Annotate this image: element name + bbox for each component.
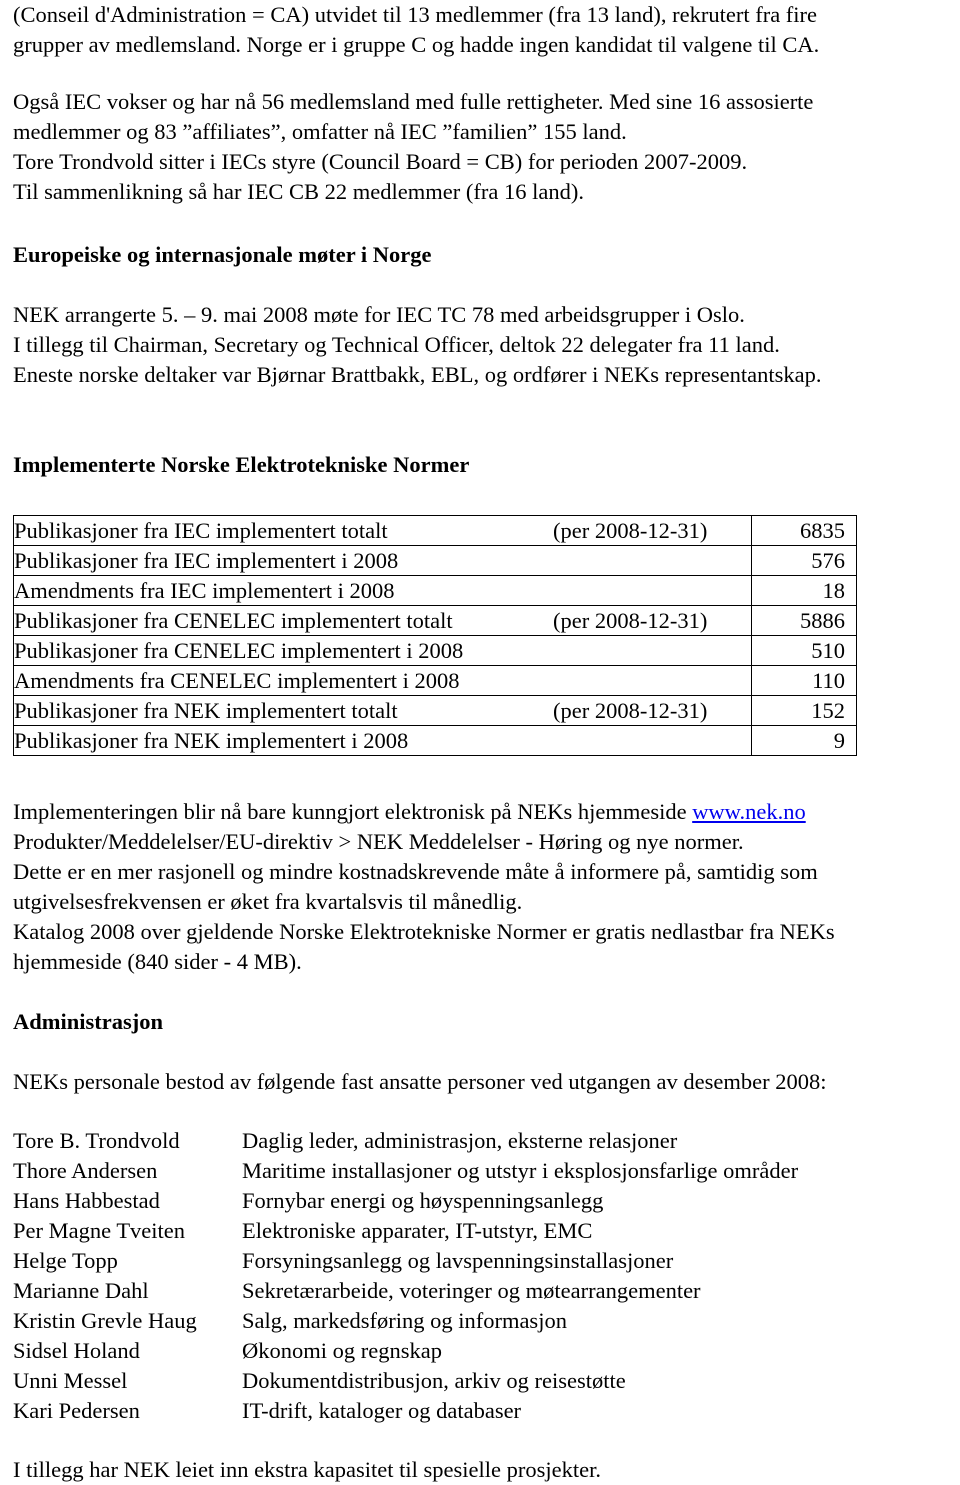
- norms-table-row: [14, 726, 857, 756]
- text-line: hjemmeside (840 sider - 4 MB).: [13, 949, 302, 974]
- staff-role: Sekretærarbeide, voteringer og møtearrangementer: [242, 1278, 701, 1303]
- staff-role: Salg, markedsføring og informasjon: [242, 1308, 567, 1333]
- staff-name: Unni Messel: [13, 1368, 128, 1393]
- norms-row-value: 9: [751, 726, 856, 756]
- text-span: Implementeringen blir nå bare kunngjort elektronisk på NEKs hjemmeside: [13, 799, 693, 824]
- admin-closing: I tillegg har NEK leiet inn ekstra kapasitet til spesielle prosjekter.: [13, 1457, 601, 1482]
- norms-row-label: [14, 666, 752, 696]
- meetings-paragraph: [13, 300, 821, 390]
- text-line: utgivelsesfrekvensen er øket fra kvartalsvis til månedlig.: [13, 889, 523, 914]
- text-line: Tore Trondvold sitter i IECs styre (Council Board = CB) for perioden 2007-2009.: [13, 149, 748, 174]
- norms-table-row: [14, 636, 857, 666]
- text-line: Eneste norske deltaker var Bjørnar Brattbakk, EBL, og ordfører i NEKs representantskap.: [13, 362, 822, 387]
- norms-row-label: [14, 696, 752, 726]
- staff-name: Hans Habbestad: [13, 1188, 160, 1213]
- norms-table: [13, 515, 857, 756]
- admin-intro: NEKs personale bestod av følgende fast ansatte personer ved utgangen av desember 2008:: [13, 1069, 827, 1094]
- norms-table-row: [14, 516, 857, 546]
- norms-row-description: Publikasjoner fra NEK implementert i 2008: [14, 728, 409, 753]
- text-line: I tillegg til Chairman, Secretary og Technical Officer, deltok 22 delegater fra 11 land.: [13, 332, 780, 357]
- norms-row-period: (per 2008-12-31): [553, 518, 708, 543]
- meetings-heading: Europeiske og internasjonale møter i Norge: [13, 242, 432, 267]
- text-line: Til sammenlikning så har IEC CB 22 medlemmer (fra 16 land).: [13, 179, 584, 204]
- intro-paragraph: [13, 0, 819, 60]
- norms-table-row: [14, 696, 857, 726]
- norms-row-period: (per 2008-12-31): [553, 608, 708, 633]
- norms-heading: Implementerte Norske Elektrotekniske Normer: [13, 452, 470, 477]
- norms-row-description: Amendments fra CENELEC implementert i 2008: [14, 668, 460, 693]
- staff-name: Per Magne Tveiten: [13, 1218, 186, 1243]
- text-line: Dette er en mer rasjonell og mindre kostnadskrevende måte å informere på, samtidig som: [13, 859, 818, 884]
- staff-name: Marianne Dahl: [13, 1278, 149, 1303]
- norms-row-description: Amendments fra IEC implementert i 2008: [14, 578, 395, 603]
- admin-heading: Administrasjon: [13, 1009, 164, 1034]
- norms-row-label: [14, 636, 752, 666]
- staff-role: IT-drift, kataloger og databaser: [242, 1398, 522, 1423]
- staff-role: Forsyningsanlegg og lavspenningsinstallasjoner: [242, 1248, 674, 1273]
- iec-paragraph: [13, 87, 813, 207]
- norms-row-description: Publikasjoner fra CENELEC implementert totalt: [14, 608, 453, 633]
- staff-list: [13, 1126, 798, 1426]
- nek-website-link[interactable]: www.nek.no: [692, 799, 806, 824]
- staff-name: Thore Andersen: [13, 1158, 158, 1183]
- norms-row-period: (per 2008-12-31): [553, 698, 708, 723]
- norms-row-value: 18: [751, 576, 856, 606]
- staff-name: Tore B. Trondvold: [13, 1128, 180, 1153]
- text-line: Også IEC vokser og har nå 56 medlemsland med fulle rettigheter. Med sine 16 assosierte: [13, 89, 814, 114]
- text-line: Katalog 2008 over gjeldende Norske Elektrotekniske Normer er gratis nedlastbar fra NEKs: [13, 919, 835, 944]
- norms-row-value: 152: [751, 696, 856, 726]
- norms-row-value: 5886: [751, 606, 856, 636]
- staff-role: Økonomi og regnskap: [242, 1338, 442, 1363]
- norms-row-value: 110: [751, 666, 856, 696]
- staff-name: Sidsel Holand: [13, 1338, 140, 1363]
- norms-row-value: 510: [751, 636, 856, 666]
- staff-role: Fornybar energi og høyspenningsanlegg: [242, 1188, 604, 1213]
- norms-table-row: [14, 606, 857, 636]
- norms-row-label: [14, 726, 752, 756]
- text-line: medlemmer og 83 ”affiliates”, omfatter nå IEC ”familien” 155 land.: [13, 119, 627, 144]
- norms-row-value: 576: [751, 546, 856, 576]
- norms-after-paragraph: [13, 797, 835, 977]
- norms-table-wrapper: [0, 515, 857, 756]
- staff-name: Kristin Grevle Haug: [13, 1308, 197, 1333]
- norms-row-description: Publikasjoner fra CENELEC implementert i 2008: [14, 638, 464, 663]
- norms-row-value: 6835: [751, 516, 856, 546]
- norms-row-label: [14, 576, 752, 606]
- norms-table-row: [14, 546, 857, 576]
- norms-table-row: [14, 666, 857, 696]
- staff-role: Elektroniske apparater, IT-utstyr, EMC: [242, 1218, 593, 1243]
- staff-name: Helge Topp: [13, 1248, 118, 1273]
- norms-row-label: [14, 606, 752, 636]
- staff-name: Kari Pedersen: [13, 1398, 140, 1423]
- text-line: grupper av medlemsland. Norge er i gruppe C og hadde ingen kandidat til valgene til CA.: [13, 32, 820, 57]
- text-line: Produkter/Meddelelser/EU-direktiv > NEK Meddelelser - Høring og nye normer.: [13, 829, 744, 854]
- norms-table-row: [14, 576, 857, 606]
- staff-role: Dokumentdistribusjon, arkiv og reisestøtte: [242, 1368, 626, 1393]
- text-line: NEK arrangerte 5. – 9. mai 2008 møte for IEC TC 78 med arbeidsgrupper i Oslo.: [13, 302, 745, 327]
- staff-role: Maritime installasjoner og utstyr i eksplosjonsfarlige områder: [242, 1158, 799, 1183]
- norms-row-label: [14, 546, 752, 576]
- norms-row-description: Publikasjoner fra IEC implementert totalt: [14, 518, 388, 543]
- norms-row-label: [14, 516, 752, 546]
- staff-role: Daglig leder, administrasjon, eksterne relasjoner: [242, 1128, 678, 1153]
- text-line: (Conseil d'Administration = CA) utvidet til 13 medlemmer (fra 13 land), rekrutert fra fire: [13, 2, 818, 27]
- text-line: [13, 797, 835, 827]
- norms-row-description: Publikasjoner fra NEK implementert totalt: [14, 698, 398, 723]
- norms-row-description: Publikasjoner fra IEC implementert i 2008: [14, 548, 399, 573]
